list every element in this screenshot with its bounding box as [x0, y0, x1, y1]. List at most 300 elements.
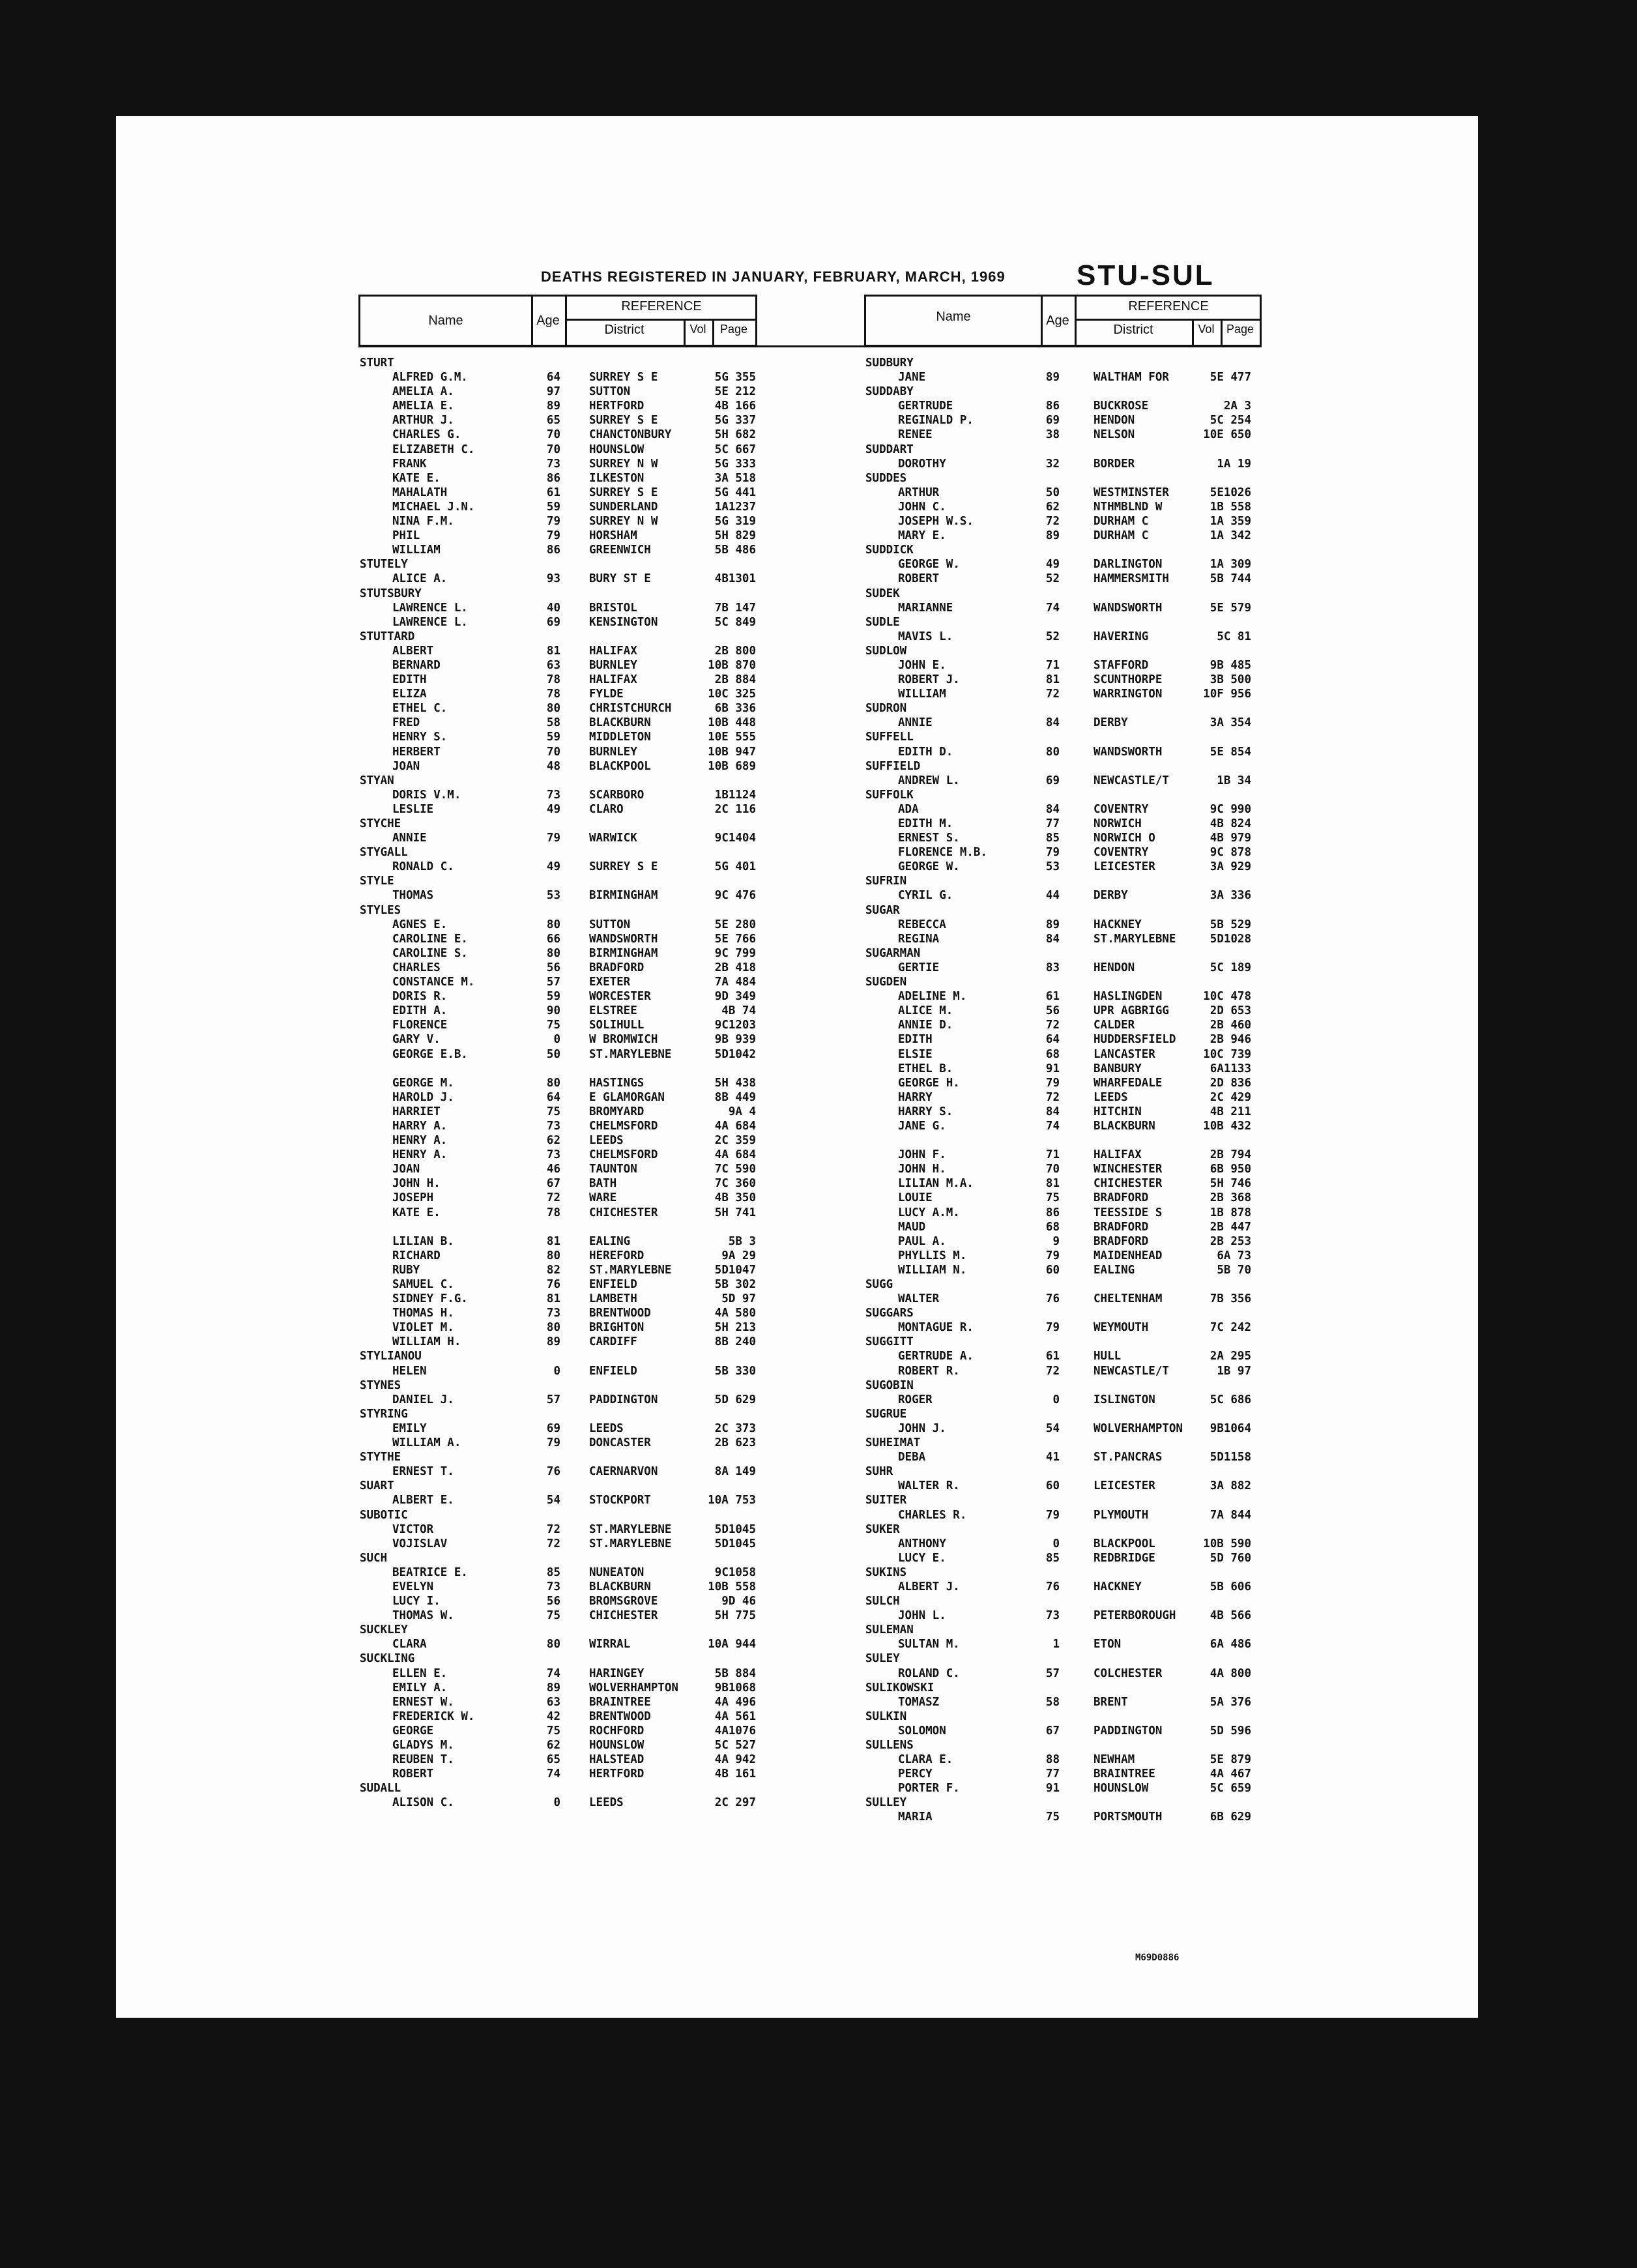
death-entry — [865, 745, 1269, 759]
forename: ELIZABETH C. — [392, 443, 475, 456]
district: SURREY S E — [589, 371, 658, 385]
age-value: 59 — [546, 500, 560, 514]
death-entry — [360, 1047, 764, 1062]
forename: GEORGE E.B. — [392, 1047, 468, 1061]
district: DONCASTER — [589, 1436, 651, 1450]
district: CAERNARVON — [589, 1465, 658, 1479]
district: ROCHFORD — [589, 1724, 645, 1737]
district: CHELTENHAM — [1094, 1292, 1163, 1306]
surname-heading — [865, 1277, 1269, 1292]
forename: NINA F.M. — [392, 515, 454, 529]
district: CARDIFF — [589, 1335, 637, 1349]
district: ST.MARYLEBNE — [589, 1537, 672, 1550]
age-value: 82 — [546, 1263, 560, 1277]
age-value: 58 — [546, 716, 560, 730]
district: BRADFORD — [1094, 1191, 1149, 1205]
surname-heading — [865, 1306, 1269, 1320]
death-entry — [865, 1767, 1269, 1781]
district: WOLVERHAMPTON — [1094, 1421, 1183, 1435]
surname-heading — [360, 845, 764, 860]
vol-page: 6A1133 — [1210, 1062, 1251, 1075]
death-entry — [865, 932, 1269, 946]
forename: HENRY S. — [392, 731, 448, 744]
age-value: 54 — [1045, 1421, 1060, 1435]
age-value: 65 — [546, 414, 560, 428]
death-entry — [360, 443, 764, 457]
surname-heading — [360, 587, 764, 601]
age-value: 75 — [546, 1609, 560, 1623]
surname-heading — [360, 1651, 764, 1666]
district: ENFIELD — [589, 1278, 637, 1291]
district: LEEDS — [589, 1796, 624, 1810]
death-entry — [360, 1637, 764, 1651]
district: NORWICH O — [1094, 832, 1155, 845]
death-entry — [360, 399, 764, 413]
age-value: 93 — [546, 572, 560, 586]
surname-heading — [865, 1796, 1269, 1810]
header-vol: Vol — [1198, 323, 1215, 336]
age-value: 42 — [546, 1709, 560, 1723]
surname-heading — [865, 615, 1269, 630]
forename: AMELIA E. — [392, 400, 454, 413]
age-value: 69 — [546, 1421, 560, 1435]
surname: SUGRUE — [865, 1407, 907, 1421]
district: HULL — [1094, 1350, 1122, 1363]
forename: EDITH A. — [392, 1004, 448, 1018]
age-value: 84 — [1045, 1105, 1060, 1118]
district: HACKNEY — [1094, 918, 1142, 931]
death-entry — [865, 1752, 1269, 1767]
death-entry — [865, 673, 1269, 687]
surname-heading — [360, 1450, 764, 1464]
age-value: 66 — [546, 932, 560, 946]
district: HAVERING — [1094, 630, 1149, 643]
forename: GEORGE W. — [898, 558, 960, 572]
surname-heading — [865, 1436, 1269, 1450]
forename: AMELIA A. — [392, 385, 454, 399]
forename: GERTRUDE — [898, 400, 953, 413]
death-entry — [360, 1522, 764, 1537]
header-vol: Vol — [689, 323, 706, 336]
death-entry — [360, 370, 764, 385]
forename: WILLIAM A. — [392, 1436, 461, 1450]
vol-page: 4B1301 — [714, 572, 756, 586]
vol-page: 4B 166 — [714, 400, 756, 413]
surname-heading — [360, 817, 764, 831]
district: WINCHESTER — [1094, 1163, 1163, 1176]
age-value: 74 — [546, 1767, 560, 1781]
age-value: 86 — [546, 544, 560, 557]
column-header-left — [358, 295, 757, 347]
vol-page: 4B 824 — [1210, 817, 1251, 830]
district: WANDSWORTH — [1094, 601, 1163, 615]
vol-page: 10B 432 — [1203, 1119, 1251, 1133]
age-value: 72 — [1045, 515, 1060, 529]
forename: SAMUEL C. — [392, 1278, 454, 1291]
age-value: 79 — [546, 529, 560, 543]
death-entry — [360, 1724, 764, 1738]
forename: SOLOMON — [898, 1724, 946, 1737]
forename: GEORGE M. — [392, 1076, 454, 1090]
vol-page: 5C 659 — [1210, 1782, 1251, 1796]
surname-heading — [865, 701, 1269, 716]
age-value: 79 — [1045, 1321, 1060, 1335]
register-page — [116, 116, 1478, 2018]
vol-page: 5G 441 — [714, 486, 756, 499]
vol-page: 9C 990 — [1210, 802, 1251, 816]
vol-page: 9C1058 — [714, 1565, 756, 1579]
vol-page: 2B 794 — [1210, 1148, 1251, 1162]
death-entry — [360, 1320, 764, 1335]
district: PLYMOUTH — [1094, 1508, 1149, 1522]
death-entry — [865, 1220, 1269, 1234]
district: ST.MARYLEBNE — [589, 1522, 672, 1536]
forename: JOAN — [392, 1163, 420, 1176]
forename: GERTRUDE A. — [898, 1350, 974, 1363]
surname-heading — [865, 356, 1269, 370]
district: HASTINGS — [589, 1076, 645, 1090]
death-entry — [360, 1090, 764, 1105]
surname: SULLEY — [865, 1796, 907, 1810]
forename: EDITH D. — [898, 745, 953, 759]
district: GREENWICH — [589, 544, 651, 557]
district: ST.MARYLEBNE — [1094, 932, 1176, 946]
age-value: 32 — [1045, 457, 1060, 471]
death-entry — [360, 687, 764, 701]
header-age: Age — [536, 313, 560, 328]
district: EXETER — [589, 976, 631, 989]
age-value: 81 — [546, 1234, 560, 1248]
death-entry — [865, 774, 1269, 788]
vol-page: 7A 844 — [1210, 1508, 1251, 1522]
forename: LUCY E. — [898, 1551, 946, 1565]
vol-page: 10B 870 — [708, 658, 756, 672]
death-entry — [865, 1666, 1269, 1681]
forename: HARRY S. — [898, 1105, 953, 1118]
header-page: Page — [1226, 323, 1254, 336]
forename: ROBERT — [898, 572, 940, 586]
death-entry — [360, 989, 764, 1004]
surname-heading — [865, 1378, 1269, 1393]
vol-page: 5B 744 — [1210, 572, 1251, 586]
death-entry — [360, 1752, 764, 1767]
forename: GARY V. — [392, 1033, 441, 1047]
district: DARLINGTON — [1094, 558, 1163, 572]
age-value: 75 — [1045, 1810, 1060, 1824]
death-entry — [360, 860, 764, 874]
forename: KATE E. — [392, 471, 441, 485]
forename: DORIS R. — [392, 990, 448, 1004]
district: NUNEATON — [589, 1565, 645, 1579]
district: WESTMINSTER — [1094, 486, 1169, 499]
surname-heading — [865, 1493, 1269, 1507]
vol-page: 8B 449 — [714, 1090, 756, 1104]
forename: PHYLLIS M. — [898, 1249, 967, 1262]
name-range: STU-SUL — [1077, 259, 1215, 291]
district: DERBY — [1094, 716, 1128, 730]
age-value: 85 — [546, 1565, 560, 1579]
death-entry — [865, 1119, 1269, 1133]
microfilm-code: M69D0886 — [1135, 1953, 1180, 1963]
vol-page: 7C 590 — [714, 1163, 756, 1176]
age-value: 76 — [546, 1278, 560, 1291]
district: HOUNSLOW — [589, 1739, 645, 1752]
forename: MARIA — [898, 1810, 933, 1824]
forename: ROGER — [898, 1393, 933, 1406]
vol-page: 10C 325 — [708, 688, 756, 701]
forename: ERNEST T. — [392, 1465, 454, 1479]
district: FYLDE — [589, 688, 624, 701]
death-entry — [865, 1263, 1269, 1277]
vol-page: 10B 689 — [708, 759, 756, 773]
vol-page: 10A 753 — [708, 1494, 756, 1507]
death-entry — [360, 1306, 764, 1320]
vol-page: 4B 161 — [714, 1767, 756, 1781]
forename: REBECCA — [898, 918, 946, 931]
vol-page: 6A 486 — [1210, 1638, 1251, 1651]
district: BROMYARD — [589, 1105, 645, 1118]
death-entry — [360, 1148, 764, 1162]
forename: ANNIE — [898, 716, 933, 730]
forename: WALTER — [898, 1292, 940, 1306]
death-entry — [865, 1364, 1269, 1378]
forename: ANNIE D. — [898, 1019, 953, 1032]
age-value: 61 — [546, 486, 560, 499]
district: PORTSMOUTH — [1094, 1810, 1163, 1824]
forename: REGINA — [898, 932, 940, 946]
district: BIRMINGHAM — [589, 889, 658, 903]
forename: LUCY I. — [392, 1595, 441, 1608]
district: PADDINGTON — [589, 1393, 658, 1406]
surname: SULKIN — [865, 1709, 907, 1723]
district: CHRISTCHURCH — [589, 702, 672, 716]
district: LEEDS — [589, 1421, 624, 1435]
vol-page: 5D1045 — [714, 1522, 756, 1536]
vol-page: 5B 884 — [714, 1666, 756, 1680]
death-entry — [865, 1810, 1269, 1824]
forename: TOMASZ — [898, 1695, 940, 1709]
forename: ADELINE M. — [898, 990, 967, 1004]
district: BRADFORD — [1094, 1234, 1149, 1248]
vol-page: 3A 518 — [714, 471, 756, 485]
forename: EDITH — [898, 1033, 933, 1047]
age-value: 72 — [546, 1191, 560, 1205]
vol-page: 5D1045 — [714, 1537, 756, 1550]
death-entry — [865, 1479, 1269, 1493]
death-entry — [360, 385, 764, 399]
surname: SUKINS — [865, 1565, 907, 1579]
death-entry — [865, 831, 1269, 845]
age-value: 57 — [1045, 1666, 1060, 1680]
death-entry — [360, 1393, 764, 1407]
district: LANCASTER — [1094, 1047, 1155, 1061]
age-value: 41 — [1045, 1451, 1060, 1464]
age-value: 69 — [1045, 774, 1060, 787]
age-value: 89 — [1045, 371, 1060, 385]
death-entry — [360, 716, 764, 730]
forename: RENEE — [898, 428, 933, 442]
age-value: 77 — [1045, 817, 1060, 830]
vol-page: 9C 878 — [1210, 846, 1251, 860]
death-entry — [865, 860, 1269, 874]
death-entry — [360, 1018, 764, 1032]
vol-page: 5E 212 — [714, 385, 756, 399]
surname: STYAN — [360, 774, 394, 787]
district: BRENTWOOD — [589, 1307, 651, 1320]
forename: VOJISLAV — [392, 1537, 448, 1550]
surname: SUFFOLK — [865, 788, 914, 802]
death-entry — [865, 1234, 1269, 1249]
age-value: 70 — [1045, 1163, 1060, 1176]
surname: SUBOTIC — [360, 1508, 408, 1522]
entries-left — [360, 356, 764, 1810]
district: BURNLEY — [589, 745, 637, 759]
age-value: 80 — [546, 946, 560, 960]
divider — [565, 319, 757, 321]
surname-heading — [865, 1623, 1269, 1637]
forename: MARY E. — [898, 529, 946, 543]
forename: JOSEPH W.S. — [898, 515, 974, 529]
district: HOUNSLOW — [589, 443, 645, 456]
death-entry — [865, 1105, 1269, 1119]
district: SURREY N W — [589, 515, 658, 529]
death-entry — [360, 1695, 764, 1709]
surname: SUDDICK — [865, 544, 914, 557]
district: CHANCTONBURY — [589, 428, 672, 442]
forename: FRANK — [392, 457, 427, 471]
forename: ALFRED G.M. — [392, 371, 468, 385]
age-value: 0 — [553, 1796, 560, 1810]
vol-page: 6A 73 — [1217, 1249, 1251, 1262]
forename: GERTIE — [898, 961, 940, 974]
death-entry — [360, 644, 764, 658]
death-entry — [360, 1277, 764, 1292]
death-entry — [360, 932, 764, 946]
surname: STYTHE — [360, 1451, 401, 1464]
death-entry — [360, 572, 764, 586]
forename: DORIS V.M. — [392, 788, 461, 802]
vol-page: 5C 667 — [714, 443, 756, 456]
forename: HERBERT — [392, 745, 441, 759]
age-value: 79 — [546, 832, 560, 845]
vol-page: 1A 309 — [1210, 558, 1251, 572]
vol-page: 9C1203 — [714, 1019, 756, 1032]
death-entry — [360, 601, 764, 615]
forename: DOROTHY — [898, 457, 946, 471]
forename: ALISON C. — [392, 1796, 454, 1810]
surname: SUDALL — [360, 1782, 401, 1796]
age-value: 79 — [1045, 846, 1060, 860]
district: BLACKPOOL — [1094, 1537, 1155, 1550]
surname-heading — [360, 774, 764, 788]
forename: MARIANNE — [898, 601, 953, 615]
surname-heading — [360, 874, 764, 888]
vol-page: 5D1028 — [1210, 932, 1251, 946]
death-entry — [865, 1206, 1269, 1220]
vol-page: 1B 97 — [1217, 1364, 1251, 1378]
vol-page: 5H 682 — [714, 428, 756, 442]
age-value: 79 — [1045, 1076, 1060, 1090]
age-value: 56 — [546, 1595, 560, 1608]
death-entry — [360, 1076, 764, 1090]
district: EALING — [589, 1234, 631, 1248]
vol-page: 1B1124 — [714, 788, 756, 802]
surname-heading — [865, 1464, 1269, 1479]
forename: JOHN H. — [898, 1163, 946, 1176]
vol-page: 5D1158 — [1210, 1451, 1251, 1464]
district: SURREY N W — [589, 457, 658, 471]
death-entry — [360, 486, 764, 500]
age-value: 79 — [1045, 1249, 1060, 1262]
surname: SULLENS — [865, 1739, 914, 1752]
surname-heading — [865, 1651, 1269, 1666]
age-value: 89 — [546, 1681, 560, 1694]
death-entry — [360, 529, 764, 543]
district: WARE — [589, 1191, 617, 1205]
death-entry — [865, 1537, 1269, 1551]
vol-page: 10B 947 — [708, 745, 756, 759]
surname: SULIKOWSKI — [865, 1681, 934, 1694]
vol-page: 10F 956 — [1203, 688, 1251, 701]
district: HALIFAX — [1094, 1148, 1142, 1162]
forename: THOMAS W. — [392, 1609, 454, 1623]
forename: HELEN — [392, 1364, 427, 1378]
age-value: 89 — [1045, 918, 1060, 931]
vol-page: 10E 650 — [1203, 428, 1251, 442]
forename: JOHN C. — [898, 500, 946, 514]
forename: FRED — [392, 716, 420, 730]
divider — [1075, 319, 1261, 321]
age-value: 73 — [546, 1119, 560, 1133]
surname-heading — [360, 1479, 764, 1493]
district: LEEDS — [589, 1134, 624, 1148]
death-entry — [360, 413, 764, 428]
vol-page: 9D 46 — [721, 1595, 756, 1608]
age-value: 67 — [1045, 1724, 1060, 1737]
district: W BROMWICH — [589, 1033, 658, 1047]
age-value: 84 — [1045, 932, 1060, 946]
forename: PHIL — [392, 529, 420, 543]
death-entry — [360, 802, 764, 817]
vol-page: 2C 373 — [714, 1421, 756, 1435]
surname: SULCH — [865, 1595, 900, 1608]
district: HENDON — [1094, 414, 1135, 428]
death-entry — [360, 1436, 764, 1450]
header-page: Page — [719, 323, 748, 336]
district: HOUNSLOW — [1094, 1782, 1149, 1796]
death-entry — [865, 1004, 1269, 1018]
age-value: 57 — [546, 976, 560, 989]
death-entry — [360, 1580, 764, 1594]
death-entry — [865, 630, 1269, 644]
district: BURY ST E — [589, 572, 651, 586]
vol-page: 9C 476 — [714, 889, 756, 903]
vol-page: 5C 849 — [714, 615, 756, 629]
district: ELSTREE — [589, 1004, 637, 1018]
district: WARWICK — [589, 832, 637, 845]
district: STOCKPORT — [589, 1494, 651, 1507]
district: LEICESTER — [1094, 1479, 1155, 1493]
district: WALTHAM FOR — [1094, 371, 1169, 385]
surname: SUFFELL — [865, 731, 914, 744]
vol-page: 5C 189 — [1210, 961, 1251, 974]
district: MAIDENHEAD — [1094, 1249, 1163, 1262]
forename: ANDREW L. — [898, 774, 960, 787]
age-value: 84 — [1045, 802, 1060, 816]
age-value: 71 — [1045, 658, 1060, 672]
district: SOLIHULL — [589, 1019, 645, 1032]
vol-page: 9B 485 — [1210, 658, 1251, 672]
